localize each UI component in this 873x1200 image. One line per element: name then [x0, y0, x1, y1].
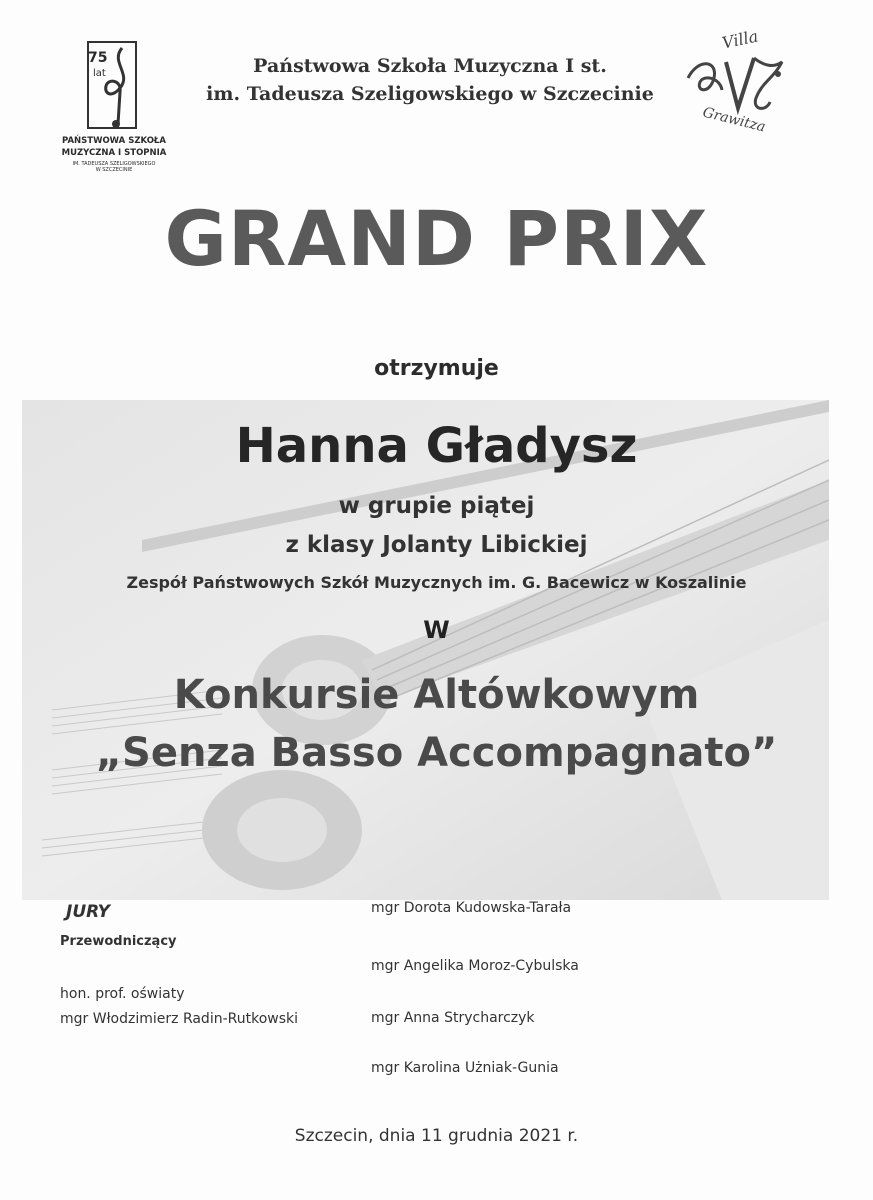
jury-member: mgr Karolina Użniak-Gunia: [371, 1060, 559, 1076]
jury-chair-label: Przewodniczący: [60, 934, 177, 949]
jury-member: mgr Dorota Kudowska-Tarała: [371, 900, 572, 916]
awardee-group: w grupie piątej: [338, 493, 535, 519]
jury-member: mgr Angelika Moroz-Cybulska: [371, 958, 579, 974]
awardee-school: Zespół Państwowych Szkół Muzycznych im. G. Bacewicz w Koszalinie: [126, 573, 747, 592]
school-header: [180, 52, 680, 108]
award-title: GRAND PRIX: [164, 194, 709, 283]
logo-text-line1: PAŃSTWOWA SZKOŁA: [62, 136, 166, 146]
jury-chair-name: mgr Włodzimierz Radin-Rutkowski: [60, 1011, 299, 1027]
jury-label: JURY: [66, 902, 110, 922]
logo-grawitza-text: Grawitza: [701, 104, 768, 136]
issue-date: Szczecin, dnia 11 grudnia 2021 r.: [294, 1126, 579, 1146]
jury-member: mgr Anna Strycharczyk: [371, 1010, 535, 1026]
header-line2: im. Tadeusza Szeligowskiego w Szczecinie: [206, 83, 654, 105]
logo-number: 75: [88, 50, 108, 66]
logo-text-line4: W SZCZECINIE: [95, 167, 133, 173]
logo-text-line2: MUZYCZNA I STOPNIA: [61, 148, 167, 158]
awardee-class: z klasy Jolanty Libickiej: [285, 532, 588, 558]
treble-clef-icon: [678, 48, 790, 118]
competition-line2: „Senza Basso Accompagnato”: [95, 730, 778, 776]
header-line1: Państwowa Szkoła Muzyczna I st.: [253, 55, 607, 77]
competition-line1: Konkursie Altówkowym: [173, 672, 700, 718]
school-logo: [58, 40, 170, 180]
awardee-name: Hanna Gładysz: [235, 418, 638, 474]
in-word: W: [423, 616, 450, 644]
villa-grawitza-logo: [672, 28, 802, 138]
jury-chair-title: hon. prof. oświaty: [60, 986, 185, 1002]
logo-text-line3: IM. TADEUSZA SZELIGOWSKIEGO: [72, 161, 156, 167]
receives-label: otrzymuje: [374, 356, 499, 381]
logo-villa-text: Villa: [720, 26, 760, 53]
violin-background-image: [22, 400, 829, 900]
logo-lat: lat: [93, 68, 106, 79]
